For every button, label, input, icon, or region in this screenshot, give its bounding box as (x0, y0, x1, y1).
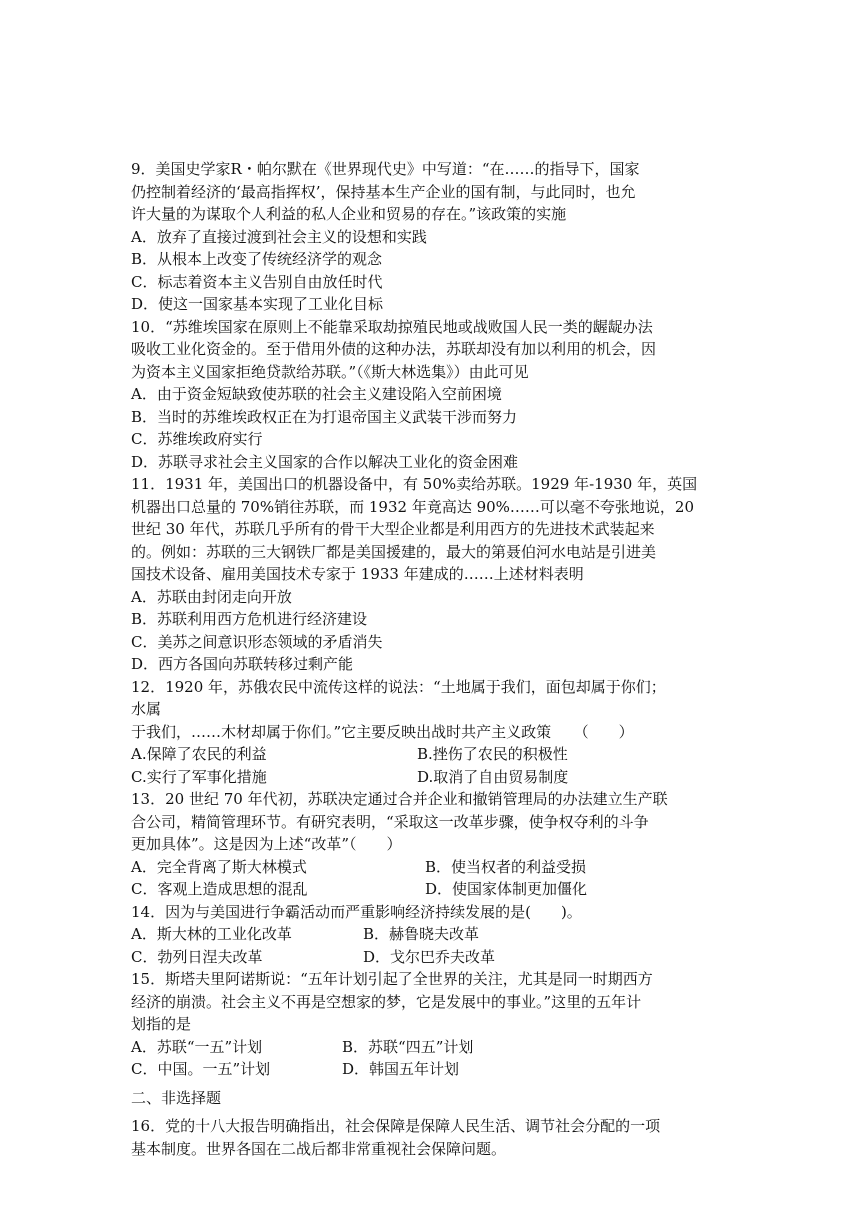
question-stem-line: 为资本主义国家拒绝贷款给苏联。”（《斯大林选集》）由此可见 (131, 362, 529, 381)
question-stem-line: 更加具体”。这是因为上述“改革”（ ） (131, 835, 402, 853)
question-stem-line: 11．1931 年，美国出口的机器设备中，有 50%卖给苏联。1929 年-1930 年，英国 (131, 475, 698, 493)
question-stem-line: 于我们，……木材却属于你们。”它主要反映出战时共产主义政策 （ ） (131, 722, 634, 741)
question-stem-line: 合公司，精简管理环节。有研究表明，“采取这一改革步骤，使争权夺利的斗争 (131, 812, 649, 831)
question-stem-line: 机器出口总量的 70%销往苏联，而 1932 年竟高达 90%……可以毫不夸张地说，20 (131, 497, 695, 516)
question-stem-line: 水属 (131, 700, 162, 718)
question-stem-line: 世纪 30 年代，苏联几乎所有的骨干大型企业都是利用西方的先进技术武装起来 (131, 520, 655, 538)
option-d: D．使这一国家基本实现了工业化目标 (131, 295, 384, 313)
option-b: B．苏联“四五”计划 (342, 1037, 474, 1056)
options-row (131, 766, 731, 789)
option-a: A．苏联“一五”计划 (131, 1037, 263, 1056)
option-b: B．从根本上改变了传统经济学的观念 (131, 250, 383, 268)
option-a: A．由于资金短缺致使苏联的社会主义建设陷入空前困境 (131, 385, 502, 403)
options-row (131, 878, 731, 901)
question-stem-line: 15．斯塔夫里阿诺斯说：“五年计划引起了全世界的关注，尤其是同一时期西方 (131, 970, 653, 988)
question-stem-line: 吸收工业化资金的。至于借用外债的这种办法，苏联却没有加以利用的机会，因 (131, 340, 657, 358)
option-b: B．赫鲁晓夫改革 (363, 925, 480, 943)
section-heading: 二、非选择题 (131, 1088, 222, 1107)
question-stem-line: 14．因为与美国进行争霸活动而严重影响经济持续发展的是( )。 (131, 902, 582, 921)
question-stem-line: 的。例如：苏联的三大钢铁厂都是美国援建的，最大的第聂伯河水电站是引进美 (131, 542, 657, 561)
option-c: C．苏维埃政府实行 (131, 430, 263, 448)
question-10 (131, 316, 731, 474)
question-stem-line: 12．1920 年，苏俄农民中流传这样的说法：“土地属于我们，面包却属于你们； (131, 677, 666, 696)
question-stem-line: 基本制度。世界各国在二战后都非常重视社会保障问题。 (131, 1139, 507, 1158)
question-stem-line: 仍控制着经济的‘最高指挥权’，保持基本生产企业的国有制，与此同时，也允 (131, 182, 636, 201)
question-stem-line: 经济的崩溃。社会主义不再是空想家的梦，它是发展中的事业。”这里的五年计 (131, 992, 642, 1011)
option-a: A．完全背离了斯大林模式 (131, 857, 307, 876)
question-stem-line: 13．20 世纪 70 年代初，苏联决定通过合并企业和撤销管理局的办法建立生产联 (131, 790, 668, 808)
option-d: D．西方各国向苏联转移过剩产能 (131, 655, 354, 673)
options-row (131, 856, 731, 879)
option-a: A．斯大林的工业化改革 (131, 925, 292, 943)
question-11 (131, 473, 731, 676)
option-d: D．戈尔巴乔夫改革 (363, 947, 496, 966)
question-16 (131, 1115, 731, 1160)
option-c: C．中国。一五”计划 (131, 1060, 271, 1078)
document-page (131, 158, 731, 1160)
question-stem-line: 划指的是 (131, 1015, 192, 1033)
option-c: C．勃列日涅夫改革 (131, 947, 263, 966)
option-b: B．使当权者的利益受损 (425, 857, 587, 876)
option-d: D．使国家体制更加僵化 (425, 880, 588, 898)
option-a: A.保障了农民的利益 (131, 745, 267, 763)
options-row (131, 923, 731, 946)
question-15 (131, 968, 731, 1081)
option-b: B.挫伤了农民的积极性 (417, 745, 568, 763)
option-d: D．韩国五年计划 (342, 1060, 460, 1078)
option-d: D.取消了自由贸易制度 (417, 767, 569, 786)
option-a: A．放弃了直接过渡到社会主义的设想和实践 (131, 227, 427, 246)
options-row (131, 743, 731, 766)
options-row (131, 946, 731, 969)
option-a: A．苏联由封闭走向开放 (131, 587, 292, 606)
question-stem-line: 10．“苏维埃国家在原则上不能靠采取劫掠殖民地或战败国人民一类的龌龊办法 (131, 317, 653, 336)
option-b: B．苏联利用西方危机进行经济建设 (131, 610, 368, 628)
options-row (131, 1036, 731, 1059)
question-14 (131, 901, 731, 969)
option-d: D．苏联寻求社会主义国家的合作以解决工业化的资金困难 (131, 452, 519, 471)
question-stem-line: 9．美国史学家R・帕尔默在《世界现代史》中写道：“在……的指导下，国家 (131, 160, 640, 178)
question-stem-line: 国技术设备、雇用美国技术专家于 1933 年建成的……上述材料表明 (131, 565, 584, 583)
options-row (131, 1058, 731, 1081)
option-c: C．美苏之间意识形态领域的矛盾消失 (131, 632, 383, 651)
option-b: B．当时的苏维埃政权正在为打退帝国主义武装干涉而努力 (131, 407, 518, 426)
question-12 (131, 676, 731, 789)
option-c: C．标志着资本主义告别自由放任时代 (131, 272, 383, 291)
option-c: C．客观上造成思想的混乱 (131, 880, 308, 898)
question-13 (131, 788, 731, 901)
question-stem-line: 16．党的十八大报告明确指出，社会保障是保障人民生活、调节社会分配的一项 (131, 1117, 661, 1135)
option-c: C.实行了军事化措施 (131, 767, 267, 786)
question-stem-line: 许大量的为谋取个人利益的私人企业和贸易的存在。”该政策的实施 (131, 205, 567, 223)
question-9 (131, 158, 731, 316)
